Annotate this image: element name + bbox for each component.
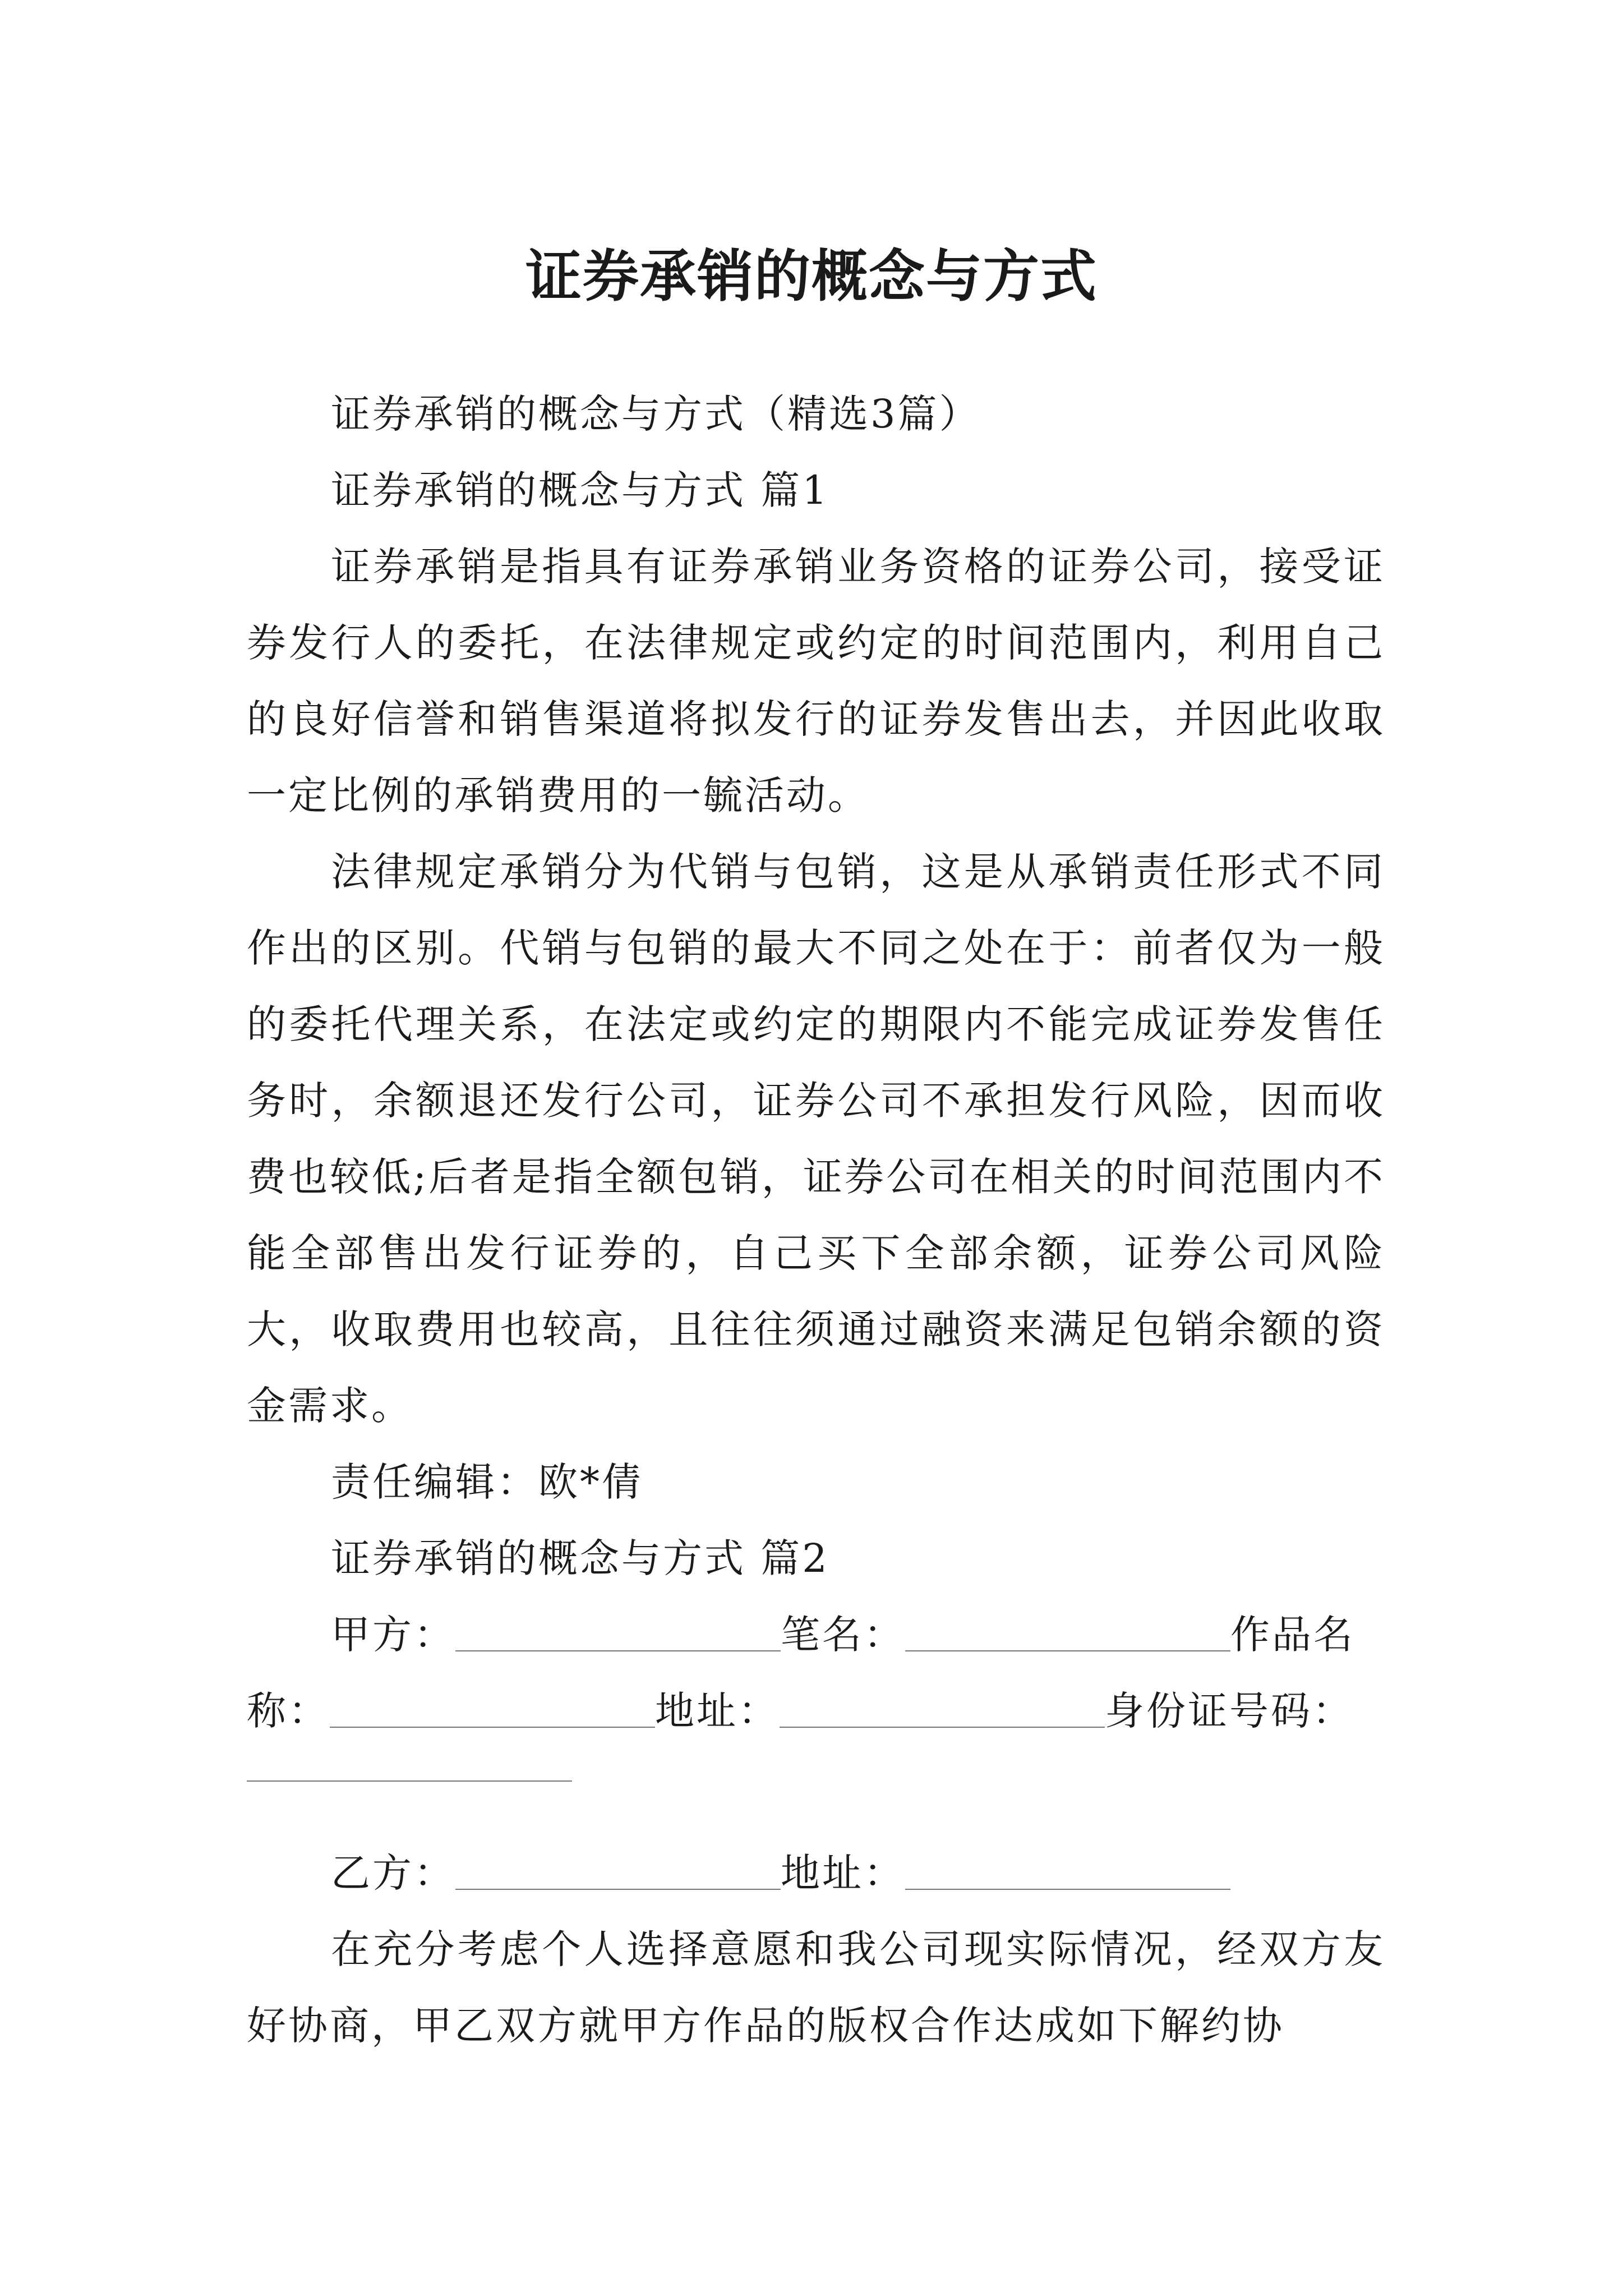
work-name-label-part-1: 作品名: [1230, 1612, 1355, 1658]
party-a-blank[interactable]: [455, 1616, 781, 1651]
section-1-heading: 证券承销的概念与方式 篇1: [331, 467, 829, 513]
id-number-label: 身份证号码：: [1105, 1688, 1354, 1734]
work-name-label-part-2: 称：: [247, 1688, 330, 1734]
id-number-blank[interactable]: [247, 1749, 572, 1782]
document-subtitle: 证券承销的概念与方式（精选3篇）: [331, 391, 981, 437]
pen-name-blank[interactable]: [905, 1616, 1230, 1651]
address-label: 地址：: [655, 1688, 780, 1734]
address-blank[interactable]: [780, 1692, 1105, 1728]
form-line-party-a: [247, 1596, 1385, 1673]
section-2-paragraph-1: 在充分考虑个人选择意愿和我公司现实际情况，经双方友好协商，甲乙双方就甲方作品的版权合作达成如下解约协: [247, 1926, 1385, 2049]
form-line-work-name: [247, 1673, 1385, 1749]
pen-name-label: 笔名：: [781, 1612, 905, 1658]
document-title: 证券承销的概念与方式: [525, 243, 1098, 309]
document-body: [247, 376, 1385, 2064]
party-a-label: 甲方：: [331, 1612, 455, 1658]
form-line-party-b: [247, 1835, 1385, 1911]
party-b-blank[interactable]: [455, 1854, 781, 1890]
party-b-address-blank[interactable]: [905, 1854, 1230, 1890]
party-b-label: 乙方：: [331, 1850, 455, 1896]
section-2-heading: 证券承销的概念与方式 篇2: [331, 1535, 829, 1581]
section-1-paragraph-1: 证券承销是指具有证券承销业务资格的证券公司，接受证券发行人的委托，在法律规定或约定的时间范围内，利用自己的良好信誉和销售渠道将拟发行的证券发售出去，并因此收取一定比例的承销费用的一毓活动。: [247, 544, 1385, 818]
section-1-paragraph-2: 法律规定承销分为代销与包销，这是从承销责任形式不同作出的区别。代销与包销的最大不同之处在于：前者仅为一般的委托代理关系，在法定或约定的期限内不能完成证券发售任务时，余额退还发行公司，证券公司不承担发行风险，因而收费也较低;后者是指全额包销，证券公司在相关的时间范围内不能全部售出发行证券的，自己买下全部余额，证券公司风险大，收取费用也较高，且往往须通过融资来满足包销余额的资金需求。: [247, 849, 1385, 1429]
work-name-blank[interactable]: [330, 1692, 655, 1728]
party-b-address-label: 地址：: [781, 1850, 905, 1896]
section-1-editor: 责任编辑：欧*倩: [331, 1459, 643, 1505]
